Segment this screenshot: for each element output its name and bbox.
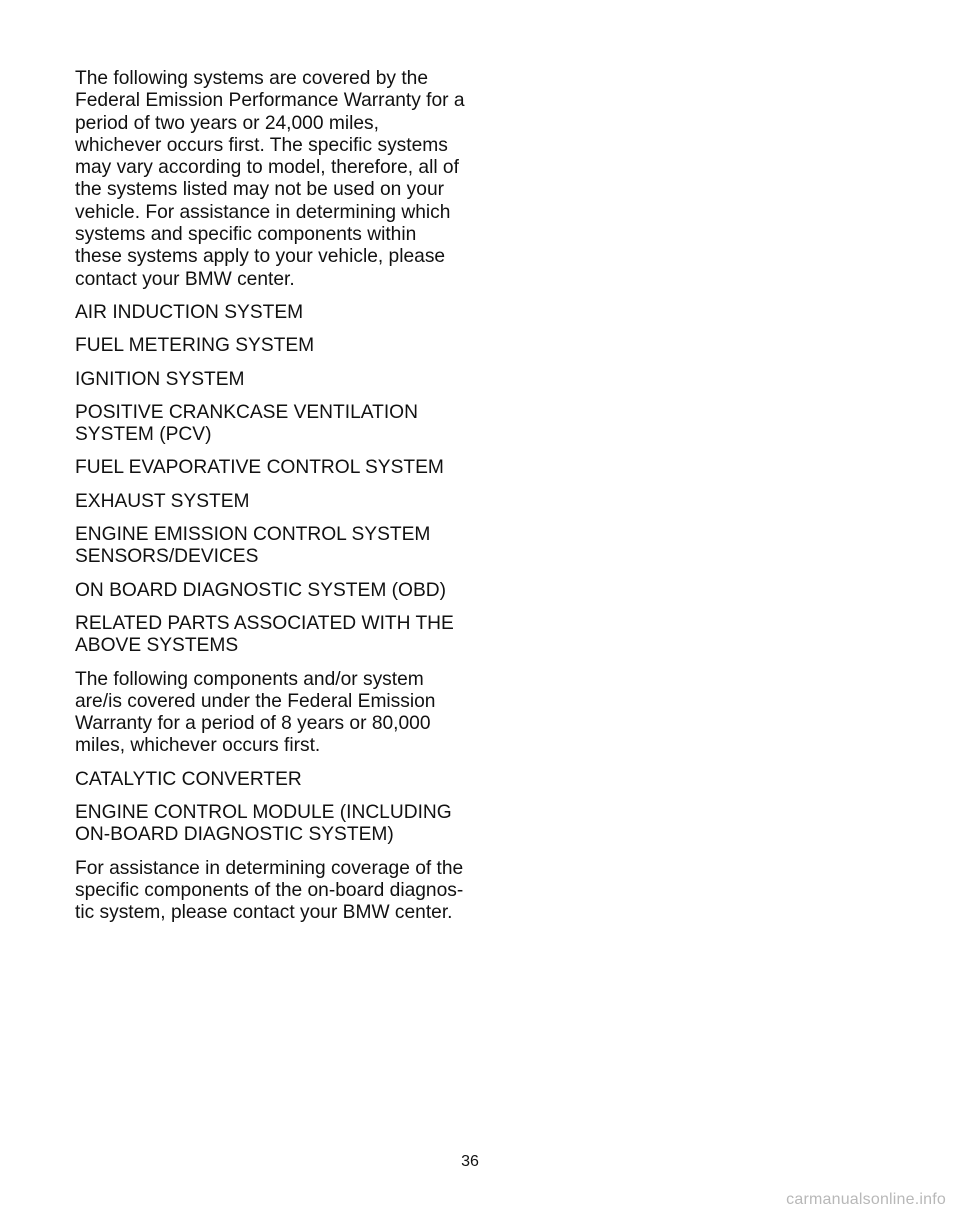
component-catalytic-converter: CATALYTIC CONVERTER xyxy=(75,768,302,790)
system-pcv: POSITIVE CRANKCASE VENTILATION SYSTEM (PCV) xyxy=(75,401,418,446)
system-ignition: IGNITION SYSTEM xyxy=(75,368,245,390)
intro-paragraph: The following systems are covered by the Federal Emission Performance Warranty for a period of two years or 24,000 miles, whichever occurs first. The specific systems may vary according to model, therefore, all of the systems listed may not be used on your vehicle. For assistance in determining which systems and specific components within these systems apply to your vehicle, please contact your BMW center. xyxy=(75,68,465,290)
system-emission-sensors: ENGINE EMISSION CONTROL SYSTEM SENSORS/DEVICES xyxy=(75,524,431,568)
system-exhaust: EXHAUST SYSTEM xyxy=(75,490,250,512)
extended-warranty-paragraph: The following components and/or system are/is covered under the Federal Emission Warranty for a period of 8 years or 80,000 miles, whichever occurs first. xyxy=(75,668,436,757)
system-related-parts: RELATED PARTS ASSOCIATED WITH THE ABOVE SYSTEMS xyxy=(75,612,454,657)
system-fuel-evaporative: FUEL EVAPORATIVE CONTROL SYSTEM xyxy=(75,457,444,479)
assistance-paragraph: For assistance in determining coverage of the specific components of the on-board diagnos- tic system, please contact your BMW center. xyxy=(75,857,464,924)
component-engine-control-module: ENGINE CONTROL MODULE (INCLUDING ON-BOARD DIAGNOSTIC SYSTEM) xyxy=(75,802,452,846)
system-obd: ON BOARD DIAGNOSTIC SYSTEM (OBD) xyxy=(75,579,446,601)
watermark: carmanualsonline.info xyxy=(786,1191,946,1208)
text-column xyxy=(75,68,475,936)
system-air-induction: AIR INDUCTION SYSTEM xyxy=(75,301,304,323)
page-number: 36 xyxy=(461,1153,479,1170)
system-fuel-metering: FUEL METERING SYSTEM xyxy=(75,335,315,357)
